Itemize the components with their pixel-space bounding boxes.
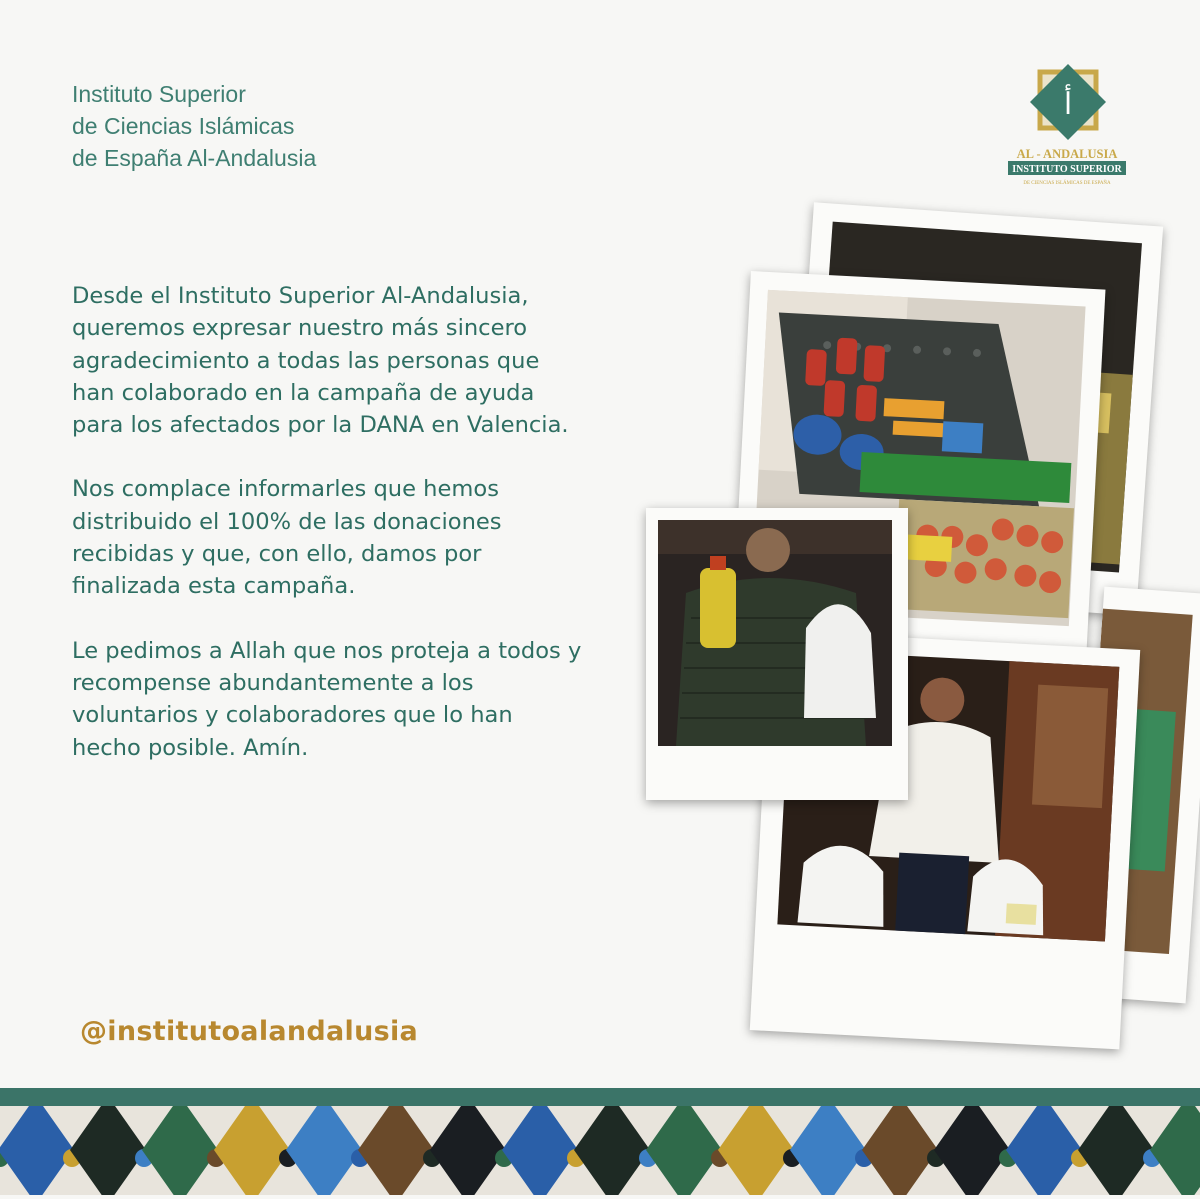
logo-tagline: DE CIENCIAS ISLÁMICAS DE ESPAÑA [1023,181,1111,186]
polaroid-volunteer-oil [646,508,908,800]
teal-divider [0,1088,1200,1106]
logo-glyph: أ [1063,87,1073,122]
institution-line-2: de Ciencias Islámicas [72,113,295,139]
paragraph-distribution: Nos complace informarles que hemos distribuido el 100% de las donaciones recibidas y que, con ello, damos por finalizada esta campaña. [72,476,502,600]
institution-line-1: Instituto Superior [72,81,246,107]
al-andalusia-logo [1005,62,1130,192]
logo-subtitle: INSTITUTO SUPERIOR [1012,164,1122,175]
logo-emblem-icon [1005,62,1130,192]
message-body [72,280,582,796]
tile-mosaic [0,1106,1200,1195]
logo-name: AL - ANDALUSIA [1016,147,1118,161]
institution-line-3: de España Al-Andalusia [72,145,317,171]
social-handle[interactable]: @institutoalandalusia [80,1016,419,1047]
institution-name [72,78,492,174]
volunteer-with-oil-and-bag-icon [646,508,908,800]
paragraph-thanks: Desde el Instituto Superior Al-Andalusia, queremos expresar nuestro más sincero agradecimiento a todas las personas que han colaborado en la campaña de ayuda para los afectados por la DANA en Valencia. [72,283,569,439]
mosaic-tiles-icon [0,1106,1200,1195]
paragraph-prayer: Le pedimos a Allah que nos proteja a todos y recompense abundantemente a los voluntarios y colaboradores que lo han hecho posible. Amín. [72,637,582,761]
